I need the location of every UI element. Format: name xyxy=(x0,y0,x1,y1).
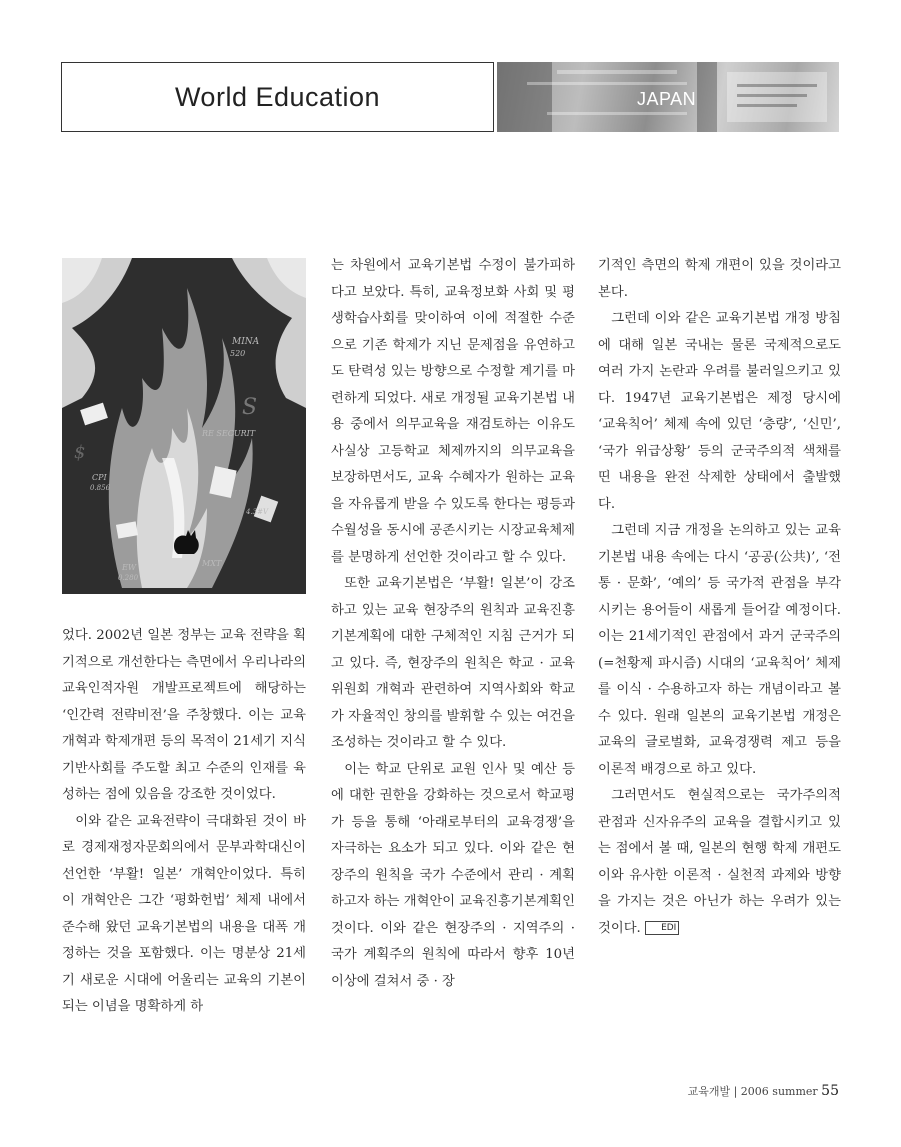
end-mark-icon: EDI xyxy=(645,921,680,935)
paragraph: 이는 학교 단위로 교원 인사 및 예산 등에 대한 권한을 강화하는 것으로서 학교평가 등을 통해 ‘아래로부터의 교육경쟁’을 자극하는 요소가 되고 있다. 이와 같은 현장주의 원칙을 국가 수준에서 관리 · 계획하고자 하는 개혁안이 교육진흥기본계획인 것이다. 이와 같은 현장주의 · 지역주의 · 국가 계획주의 원칙에 따라서 향후 10년 이상에 걸쳐서 중 · 장 xyxy=(331,761,575,989)
section-title: World Education xyxy=(174,81,381,112)
magazine-name: 교육개발 | 2006 summer xyxy=(687,1085,818,1098)
illustration xyxy=(62,258,306,594)
fig-text: 520 xyxy=(230,349,246,358)
paragraph: 이와 같은 교육전략이 극대화된 것이 바로 경제재정자문회의에서 문부과학대신이 선언한 ‘부활! 일본’ 개혁안이었다. 특히 이 개혁안은 그간 ‘평화헌법’ 체제 내에서 준수해 왔던 교육기본법의 내용을 대폭 개정하는 것을 포함했다. 이는 명분상 21세기 새로운 시대에 어울리는 교육의 기본이 되는 이념을 명확하게 하 xyxy=(62,813,306,1014)
fig-text: MINA xyxy=(232,337,260,347)
text-column-3 xyxy=(598,253,841,942)
fig-text: 0.856 xyxy=(90,484,111,492)
fig-text: CPI xyxy=(92,473,107,482)
fig-text: EW xyxy=(122,563,137,572)
fig-text: 0.280 xyxy=(118,574,139,582)
text-column-2 xyxy=(331,253,575,995)
country-tag: JAPAN xyxy=(637,89,697,109)
flame-illustration xyxy=(62,258,306,594)
paragraph: 는 차원에서 교육기본법 수정이 불가피하다고 보았다. 특히, 교육정보화 사회 및 평생학습사회를 맞이하여 이에 적절한 수준으로 기존 학제가 지닌 문제점을 유연하고도 탄력성 있는 방향으로 수정할 계기를 마련하게 되었다. 새로 개정될 교육기본법 내용 중에서 의무교육을 재검토하는 이유도 사실상 고등학교 체제까지의 의무교육을 보장하면서도, 교육 수혜자가 원하는 교육을 자유롭게 받을 수 있도록 한다는 평등과 수월성을 동시에 공존시키는 시장교육체제를 분명하게 선언한 것이라고 할 수 있다. xyxy=(331,258,575,565)
page-footer xyxy=(600,1083,839,1099)
paragraph: 또한 교육기본법은 ‘부활! 일본’이 강조하고 있는 교육 현장주의 원칙과 교육진흥기본계획에 대한 구체적인 지침 근거가 되고 있다. 즉, 현장주의 원칙은 학교 · 교육위원회 개혁과 관련하여 지역사회와 학교가 자율적인 창의를 발휘할 수 있는 여건을 조성하는 것이라고 할 수 있다. xyxy=(331,576,575,750)
fig-text: RE SECURIT xyxy=(202,429,256,438)
header-title-box xyxy=(61,62,494,132)
paragraph-last xyxy=(598,783,841,942)
paragraph-text: 그러면서도 현실적으로는 국가주의적 관점과 신자유주의 교육을 결합시키고 있는 점에서 볼 때, 일본의 현행 학제 개편도 이와 유사한 이론적 · 실천적 과제와 방향을 가지는 것은 아닌가 하는 우려가 있는 것이다. xyxy=(598,788,841,936)
text-column-1 xyxy=(62,623,306,1021)
paragraph: 었다. 2002년 일본 정부는 교육 전략을 획기적으로 개선한다는 측면에서 우리나라의 교육인적자원 개발프로젝트에 해당하는 ‘인간력 전략비전’을 주창했다. 이는 교육개혁과 학제개편 등의 목적이 21세기 지식기반사회를 주도할 최고 수준의 인재를 육성하는 점에 있음을 강조한 것이었다. xyxy=(62,628,306,802)
fig-text: $ xyxy=(74,442,86,463)
paragraph: 그런데 지금 개정을 논의하고 있는 교육기본법 내용 속에는 다시 ‘공공(公共)’, ‘전통 · 문화’, ‘예의’ 등 국가적 관점을 부각시키는 용어들이 새롭게 들어갈 예정이다. 이는 21세기적인 관점에서 과거 군국주의(=천황제 파시즘) 시대의 ‘교육칙어’ 체제를 이식 · 수용하고자 하는 개념이라고 볼 수 있다. 원래 일본의 교육기본법 개정은 교육의 글로벌화, 교육경쟁력 제고 등을 이론적 배경으로 하고 있다. xyxy=(598,523,841,777)
fig-text: S xyxy=(242,395,258,420)
fig-text: MXT xyxy=(202,559,222,568)
page-number: 55 xyxy=(821,1083,839,1099)
header-photo xyxy=(497,62,839,132)
paragraph: 그런데 이와 같은 교육기본법 개정 방침에 대해 일본 국내는 물론 국제적으로도 여러 가지 논란과 우려를 불러일으키고 있다. 1947년 교육기본법은 제정 당시에 ‘교육칙어’ 체제 속에 있던 ‘충량’, ‘신민’, ‘국가 위급상황’ 등의 군국주의적 색채를 띤 내용을 완전 삭제한 상태에서 출발했다. xyxy=(598,311,841,512)
paragraph: 기적인 측면의 학제 개편이 있을 것이라고 본다. xyxy=(598,258,841,300)
fig-text: 4.3#V xyxy=(246,508,269,516)
